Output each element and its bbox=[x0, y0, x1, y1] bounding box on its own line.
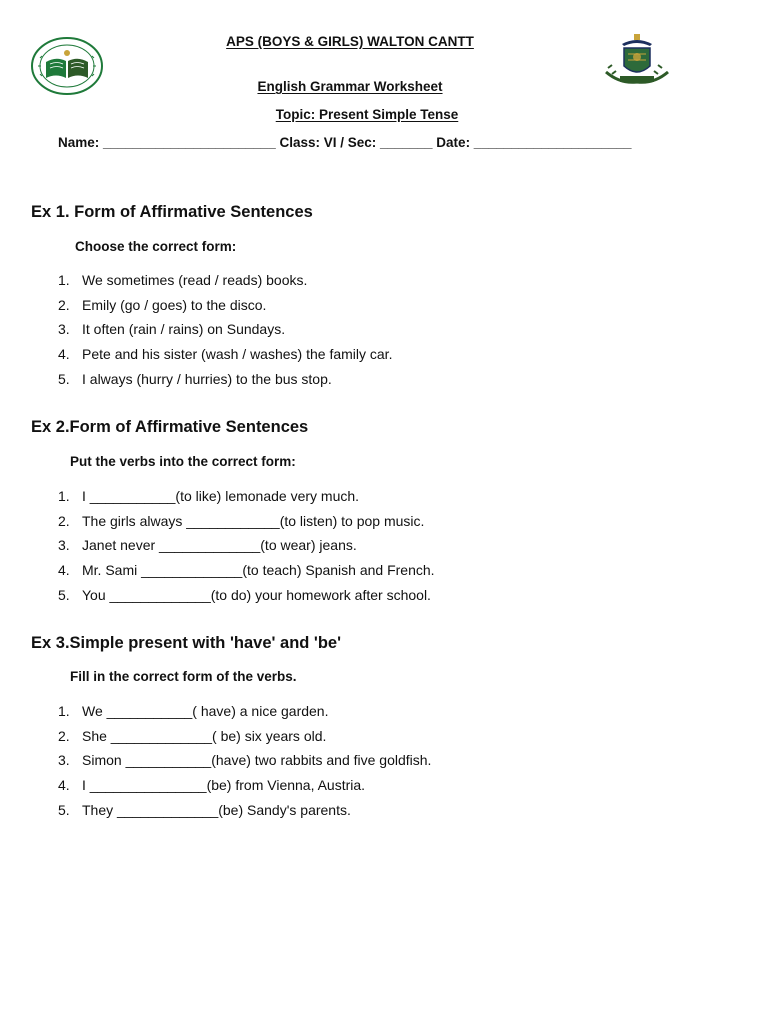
topic-title: Topic: Present Simple Tense bbox=[275, 107, 459, 122]
school-name: APS (BOYS & GIRLS) WALTON CANTT bbox=[226, 34, 474, 49]
exercise-3-heading: Ex 3.Simple present with 'have' and 'be' bbox=[31, 634, 342, 652]
list-item bbox=[58, 317, 392, 342]
list-item bbox=[58, 293, 392, 318]
exercise-2-list bbox=[58, 484, 435, 607]
list-item bbox=[58, 773, 431, 798]
item-number: 4. bbox=[58, 777, 70, 794]
item-text: We sometimes (read / reads) books. bbox=[82, 272, 308, 288]
list-item bbox=[58, 699, 431, 724]
worksheet-title: English Grammar Worksheet bbox=[257, 79, 443, 94]
item-number: 1. bbox=[58, 488, 70, 504]
item-text: We ___________( have) a nice garden. bbox=[82, 703, 329, 719]
list-item bbox=[58, 509, 435, 534]
list-item bbox=[58, 724, 431, 749]
item-text: I always (hurry / hurries) to the bus stop. bbox=[82, 370, 332, 387]
item-number: 3. bbox=[58, 537, 70, 554]
item-number: 5. bbox=[58, 370, 70, 387]
list-item bbox=[58, 367, 392, 392]
exercise-3-instruction: Fill in the correct form of the verbs. bbox=[70, 669, 297, 684]
list-item bbox=[58, 748, 431, 773]
item-number: 2. bbox=[58, 296, 70, 313]
item-text: The girls always ____________(to listen) to pop music. bbox=[82, 512, 425, 529]
list-item bbox=[58, 533, 435, 558]
list-item bbox=[58, 484, 435, 509]
item-text: Simon ___________(have) two rabbits and five goldfish. bbox=[82, 752, 432, 769]
student-info-line: Name: _______________________ Class: VI / Sec: _______ Date: _____________________ bbox=[58, 135, 632, 150]
exercise-3-list bbox=[58, 699, 431, 822]
item-text: I ___________(to like) lemonade very much. bbox=[82, 488, 360, 504]
list-item bbox=[58, 798, 431, 823]
exercise-1-instruction: Choose the correct form: bbox=[75, 239, 237, 254]
item-number: 3. bbox=[58, 321, 70, 338]
item-number: 4. bbox=[58, 562, 70, 579]
list-item bbox=[58, 583, 435, 608]
item-text: I _______________(be) from Vienna, Austria. bbox=[82, 777, 366, 794]
item-text: Janet never _____________(to wear) jeans. bbox=[82, 537, 357, 554]
item-text: It often (rain / rains) on Sundays. bbox=[82, 321, 286, 338]
item-number: 4. bbox=[58, 346, 70, 363]
exercise-2-instruction: Put the verbs into the correct form: bbox=[70, 454, 296, 469]
item-number: 5. bbox=[58, 801, 70, 818]
exercise-2-heading: Ex 2.Form of Affirmative Sentences bbox=[31, 418, 309, 436]
item-number: 2. bbox=[58, 727, 70, 744]
list-item bbox=[58, 268, 392, 293]
item-number: 2. bbox=[58, 512, 70, 529]
list-item bbox=[58, 342, 392, 367]
item-text: You _____________(to do) your homework after school. bbox=[82, 586, 431, 603]
item-text: They _____________(be) Sandy's parents. bbox=[82, 801, 351, 818]
item-text: Emily (go / goes) to the disco. bbox=[82, 296, 267, 313]
item-number: 3. bbox=[58, 752, 70, 769]
exercise-1-heading: Ex 1. Form of Affirmative Sentences bbox=[31, 203, 313, 221]
item-text: She _____________( be) six years old. bbox=[82, 727, 327, 744]
item-number: 1. bbox=[58, 272, 70, 288]
item-number: 1. bbox=[58, 703, 70, 719]
item-number: 5. bbox=[58, 586, 70, 603]
exercise-1-list bbox=[58, 268, 392, 391]
item-text: Mr. Sami _____________(to teach) Spanish and French. bbox=[82, 562, 435, 579]
item-text: Pete and his sister (wash / washes) the family car. bbox=[82, 346, 393, 363]
list-item bbox=[58, 558, 435, 583]
